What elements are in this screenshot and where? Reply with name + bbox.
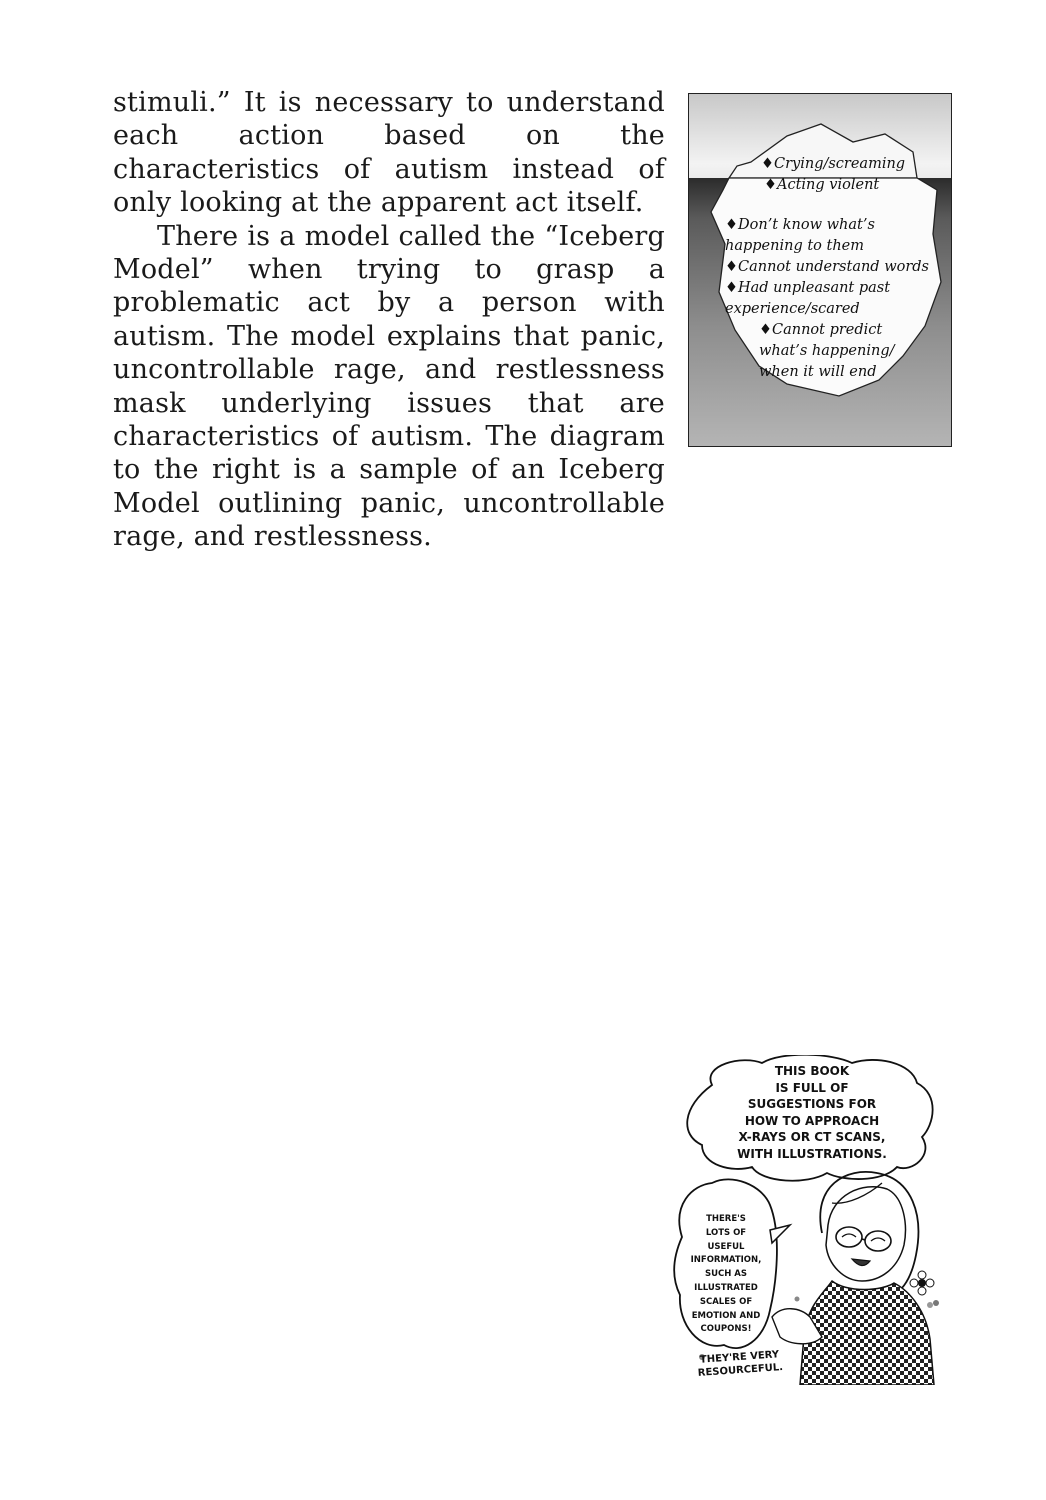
paragraph-2: There is a model called the “Iceberg Model” when trying to grasp a problematic act by a person with autism. The model explains that panic, uncontrollable rage, and restlessness mask underlying issues that are characteristics of autism. The diagram to the right is a sample of an Iceberg Model outlining panic, uncontrollable rage, and restlessness.: [113, 220, 665, 553]
paragraph-1: stimuli.” It is necessary to understand each action based on the characteristics of autism instead of only looking at the apparent act itself.: [113, 87, 665, 219]
bubble-line: LOTS OF: [705, 1227, 747, 1238]
bubble-line: SCALES OF: [699, 1296, 753, 1307]
bubble-line: ILLUSTRATED: [694, 1282, 758, 1293]
comic-illustration: [672, 1055, 962, 1385]
above-item: ♦Acting violent: [764, 176, 880, 193]
below-item: ♦Don’t know what’s: [725, 217, 875, 233]
bubble-line: SUCH AS: [704, 1269, 748, 1280]
below-water-text: [725, 215, 929, 383]
below-item: ♦Cannot predict: [759, 322, 883, 338]
bubble-line: THERE'S: [706, 1214, 746, 1224]
bubble-line: EMOTION AND: [691, 1310, 761, 1321]
below-item: experience/scared: [725, 301, 860, 317]
below-item: when it will end: [759, 364, 877, 380]
bubble-line: COUPONS!: [700, 1324, 752, 1335]
body-text: [113, 86, 665, 554]
bubble-line: IS FULL OF: [775, 1080, 849, 1095]
caption-line: RESOURCEFUL.: [697, 1362, 784, 1379]
caption-line: THEY'RE VERY: [699, 1349, 780, 1366]
bubble-line: USEFUL: [707, 1241, 745, 1252]
left-bubble-text: [686, 1213, 766, 1337]
face: [826, 1187, 905, 1281]
below-item: ♦Had unpleasant past: [725, 280, 891, 296]
below-item: ♦Cannot understand words: [725, 259, 929, 275]
bubble-line: X-RAYS OR CT SCANS,: [738, 1130, 886, 1145]
bubble-line: HOW TO APPROACH: [744, 1113, 880, 1128]
below-item: happening to them: [725, 238, 864, 254]
bubble-line: WITH ILLUSTRATIONS.: [737, 1146, 887, 1161]
below-item: what’s happening/: [759, 343, 895, 359]
bubble-line: THIS BOOK: [774, 1064, 850, 1078]
top-bubble-text: [707, 1063, 917, 1163]
above-water-text: [761, 154, 905, 195]
above-item: ♦Crying/screaming: [761, 156, 906, 172]
bubble-line: INFORMATION,: [690, 1255, 762, 1266]
iceberg-model-diagram: [688, 93, 952, 447]
bubble-line: SUGGESTIONS FOR: [747, 1097, 877, 1112]
